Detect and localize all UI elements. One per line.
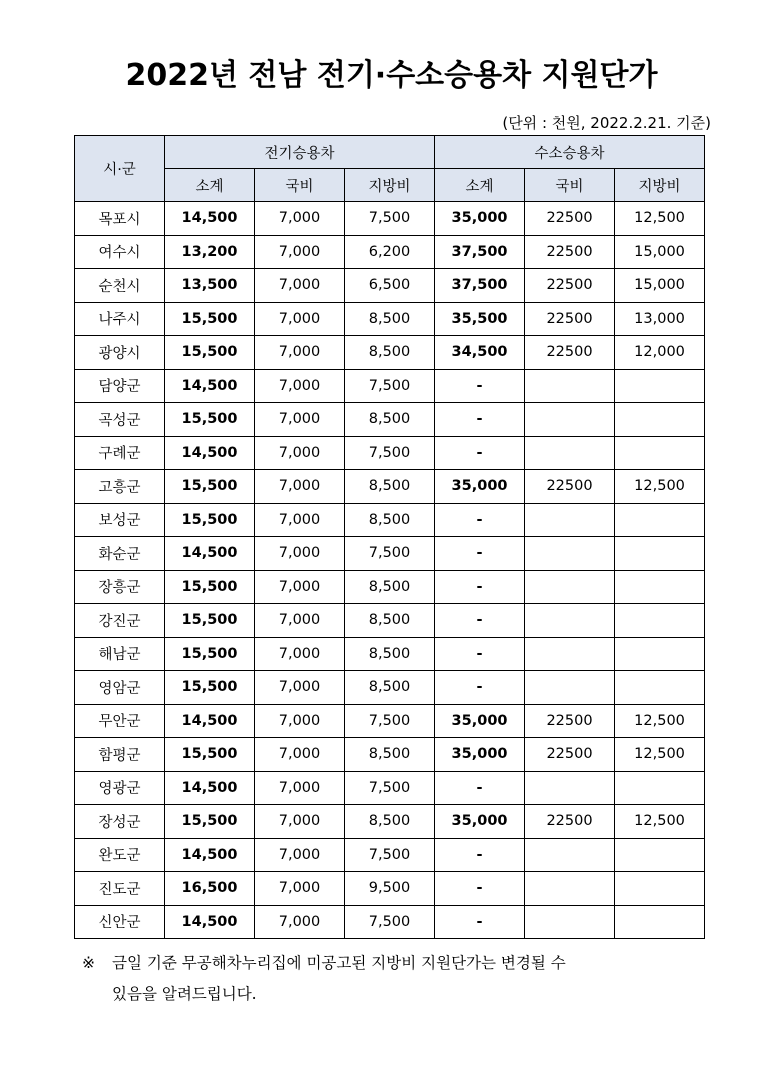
cell-h2-total: - [435,671,525,705]
cell-h2-local [615,537,705,571]
cell-ev-local: 8,500 [345,470,435,504]
cell-region: 장흥군 [75,570,165,604]
cell-region: 함평군 [75,738,165,772]
table-row [75,537,705,571]
cell-region: 강진군 [75,604,165,638]
cell-h2-national [525,838,615,872]
table-row [75,570,705,604]
table-row [75,872,705,906]
header-h2-national: 국비 [525,169,615,202]
footnote-line2: 있음을 알려드립니다. [112,985,257,1003]
cell-ev-national: 7,000 [255,637,345,671]
cell-ev-total: 15,500 [165,604,255,638]
cell-h2-national: 22500 [525,805,615,839]
table-row [75,671,705,705]
cell-h2-national [525,872,615,906]
cell-ev-national: 7,000 [255,503,345,537]
cell-ev-local: 7,500 [345,202,435,236]
cell-h2-total: 35,000 [435,202,525,236]
cell-h2-total: - [435,503,525,537]
cell-h2-national [525,771,615,805]
cell-ev-total: 15,500 [165,403,255,437]
cell-ev-local: 6,200 [345,235,435,269]
header-region: 시·군 [75,136,165,202]
cell-ev-local: 8,500 [345,403,435,437]
cell-region: 고흥군 [75,470,165,504]
cell-h2-local: 12,500 [615,470,705,504]
cell-h2-total: - [435,771,525,805]
cell-ev-total: 15,500 [165,503,255,537]
table-row [75,738,705,772]
cell-h2-national [525,905,615,939]
cell-h2-local [615,771,705,805]
page-title: 2022년 전남 전기·수소승용차 지원단가 [125,58,658,93]
cell-h2-total: 37,500 [435,235,525,269]
cell-h2-national: 22500 [525,336,615,370]
cell-region: 곡성군 [75,403,165,437]
cell-h2-local [615,872,705,906]
footnote-symbol: ※ [82,954,95,972]
cell-ev-national: 7,000 [255,202,345,236]
cell-ev-national: 7,000 [255,436,345,470]
table-row [75,235,705,269]
cell-ev-national: 7,000 [255,336,345,370]
table-row [75,403,705,437]
table-row [75,905,705,939]
cell-h2-national [525,403,615,437]
cell-ev-local: 6,500 [345,269,435,303]
cell-ev-local: 8,500 [345,671,435,705]
header-ev-local: 지방비 [345,169,435,202]
cell-h2-total: - [435,905,525,939]
cell-h2-total: 34,500 [435,336,525,370]
table-row [75,704,705,738]
subsidy-table [74,135,705,939]
header-group-h2: 수소승용차 [435,136,705,169]
cell-h2-total: - [435,838,525,872]
cell-h2-local: 13,000 [615,302,705,336]
table-header [75,136,705,202]
cell-h2-local [615,369,705,403]
cell-ev-national: 7,000 [255,704,345,738]
cell-ev-local: 7,500 [345,436,435,470]
cell-ev-local: 7,500 [345,369,435,403]
cell-ev-local: 7,500 [345,537,435,571]
table-row [75,637,705,671]
cell-region: 구례군 [75,436,165,470]
cell-h2-total: 37,500 [435,269,525,303]
table-row [75,838,705,872]
cell-ev-local: 8,500 [345,604,435,638]
cell-h2-local [615,905,705,939]
cell-ev-national: 7,000 [255,470,345,504]
table-row [75,503,705,537]
cell-h2-national [525,604,615,638]
cell-h2-national: 22500 [525,235,615,269]
cell-h2-total: - [435,403,525,437]
header-ev-national: 국비 [255,169,345,202]
cell-ev-total: 14,500 [165,704,255,738]
cell-ev-national: 7,000 [255,235,345,269]
table-body [75,202,705,939]
header-h2-local: 지방비 [615,169,705,202]
table-row [75,269,705,303]
cell-ev-local: 8,500 [345,738,435,772]
cell-h2-total: - [435,537,525,571]
cell-region: 무안군 [75,704,165,738]
header-h2-total: 소계 [435,169,525,202]
cell-h2-local [615,604,705,638]
cell-region: 목포시 [75,202,165,236]
cell-ev-local: 7,500 [345,704,435,738]
cell-ev-total: 15,500 [165,570,255,604]
cell-ev-local: 8,500 [345,302,435,336]
cell-h2-local [615,436,705,470]
cell-ev-local: 8,500 [345,805,435,839]
cell-ev-local: 7,500 [345,905,435,939]
table-row [75,771,705,805]
cell-h2-local: 12,500 [615,202,705,236]
cell-ev-national: 7,000 [255,269,345,303]
cell-h2-local: 15,000 [615,235,705,269]
table-row [75,369,705,403]
cell-ev-national: 7,000 [255,872,345,906]
cell-region: 보성군 [75,503,165,537]
cell-h2-national [525,570,615,604]
cell-h2-national: 22500 [525,202,615,236]
table-row [75,202,705,236]
cell-ev-total: 15,500 [165,637,255,671]
cell-h2-national [525,637,615,671]
table-row [75,470,705,504]
cell-h2-national [525,537,615,571]
cell-h2-local: 12,500 [615,738,705,772]
cell-h2-national: 22500 [525,470,615,504]
cell-h2-local: 15,000 [615,269,705,303]
cell-ev-total: 14,500 [165,436,255,470]
cell-h2-national [525,369,615,403]
cell-h2-total: 35,500 [435,302,525,336]
cell-region: 나주시 [75,302,165,336]
table-row [75,336,705,370]
cell-ev-total: 15,500 [165,738,255,772]
cell-h2-local [615,503,705,537]
cell-ev-local: 7,500 [345,771,435,805]
cell-h2-total: 35,000 [435,738,525,772]
cell-ev-national: 7,000 [255,671,345,705]
cell-h2-total: - [435,570,525,604]
cell-h2-national: 22500 [525,738,615,772]
cell-region: 신안군 [75,905,165,939]
cell-h2-local [615,570,705,604]
cell-ev-local: 8,500 [345,637,435,671]
cell-ev-total: 14,500 [165,838,255,872]
cell-h2-local [615,403,705,437]
cell-region: 화순군 [75,537,165,571]
cell-region: 장성군 [75,805,165,839]
cell-h2-national: 22500 [525,269,615,303]
cell-ev-national: 7,000 [255,905,345,939]
cell-h2-national [525,671,615,705]
cell-ev-national: 7,000 [255,403,345,437]
cell-ev-total: 15,500 [165,302,255,336]
header-ev-total: 소계 [165,169,255,202]
cell-h2-local: 12,500 [615,704,705,738]
cell-ev-national: 7,000 [255,537,345,571]
cell-ev-total: 15,500 [165,336,255,370]
cell-ev-total: 13,500 [165,269,255,303]
cell-ev-total: 14,500 [165,202,255,236]
cell-h2-local: 12,500 [615,805,705,839]
cell-region: 진도군 [75,872,165,906]
cell-ev-local: 8,500 [345,336,435,370]
cell-ev-total: 14,500 [165,369,255,403]
cell-ev-total: 16,500 [165,872,255,906]
cell-ev-local: 7,500 [345,838,435,872]
cell-ev-national: 7,000 [255,302,345,336]
cell-h2-national [525,436,615,470]
cell-ev-national: 7,000 [255,738,345,772]
cell-region: 여수시 [75,235,165,269]
cell-h2-local: 12,000 [615,336,705,370]
cell-ev-total: 14,500 [165,905,255,939]
cell-h2-total: - [435,369,525,403]
cell-ev-local: 8,500 [345,570,435,604]
unit-note: (단위 : 천원, 2022.2.21. 기준) [502,114,711,132]
cell-region: 해남군 [75,637,165,671]
cell-h2-total: 35,000 [435,470,525,504]
cell-ev-total: 14,500 [165,537,255,571]
cell-h2-total: - [435,604,525,638]
cell-h2-total: - [435,872,525,906]
cell-ev-national: 7,000 [255,771,345,805]
header-group-ev: 전기승용차 [165,136,435,169]
footnote-line1 [82,948,722,979]
table-row [75,805,705,839]
cell-h2-local [615,671,705,705]
cell-ev-total: 14,500 [165,771,255,805]
table-row [75,604,705,638]
table-row [75,436,705,470]
footnote [82,948,722,1010]
cell-h2-total: 35,000 [435,704,525,738]
cell-region: 광양시 [75,336,165,370]
cell-ev-local: 9,500 [345,872,435,906]
cell-h2-total: - [435,637,525,671]
cell-ev-national: 7,000 [255,369,345,403]
cell-ev-local: 8,500 [345,503,435,537]
cell-ev-total: 15,500 [165,805,255,839]
cell-ev-total: 15,500 [165,470,255,504]
cell-region: 완도군 [75,838,165,872]
cell-region: 담양군 [75,369,165,403]
table-row [75,302,705,336]
cell-ev-national: 7,000 [255,805,345,839]
cell-h2-national [525,503,615,537]
cell-h2-total: - [435,436,525,470]
cell-ev-national: 7,000 [255,838,345,872]
cell-ev-total: 13,200 [165,235,255,269]
cell-ev-national: 7,000 [255,570,345,604]
cell-h2-local [615,838,705,872]
cell-region: 순천시 [75,269,165,303]
footnote-text-1: 금일 기준 무공해차누리집에 미공고된 지방비 지원단가는 변경될 수 [112,954,566,972]
cell-h2-local [615,637,705,671]
cell-h2-total: 35,000 [435,805,525,839]
cell-region: 영암군 [75,671,165,705]
cell-ev-total: 15,500 [165,671,255,705]
cell-h2-national: 22500 [525,704,615,738]
cell-region: 영광군 [75,771,165,805]
cell-ev-national: 7,000 [255,604,345,638]
cell-h2-national: 22500 [525,302,615,336]
